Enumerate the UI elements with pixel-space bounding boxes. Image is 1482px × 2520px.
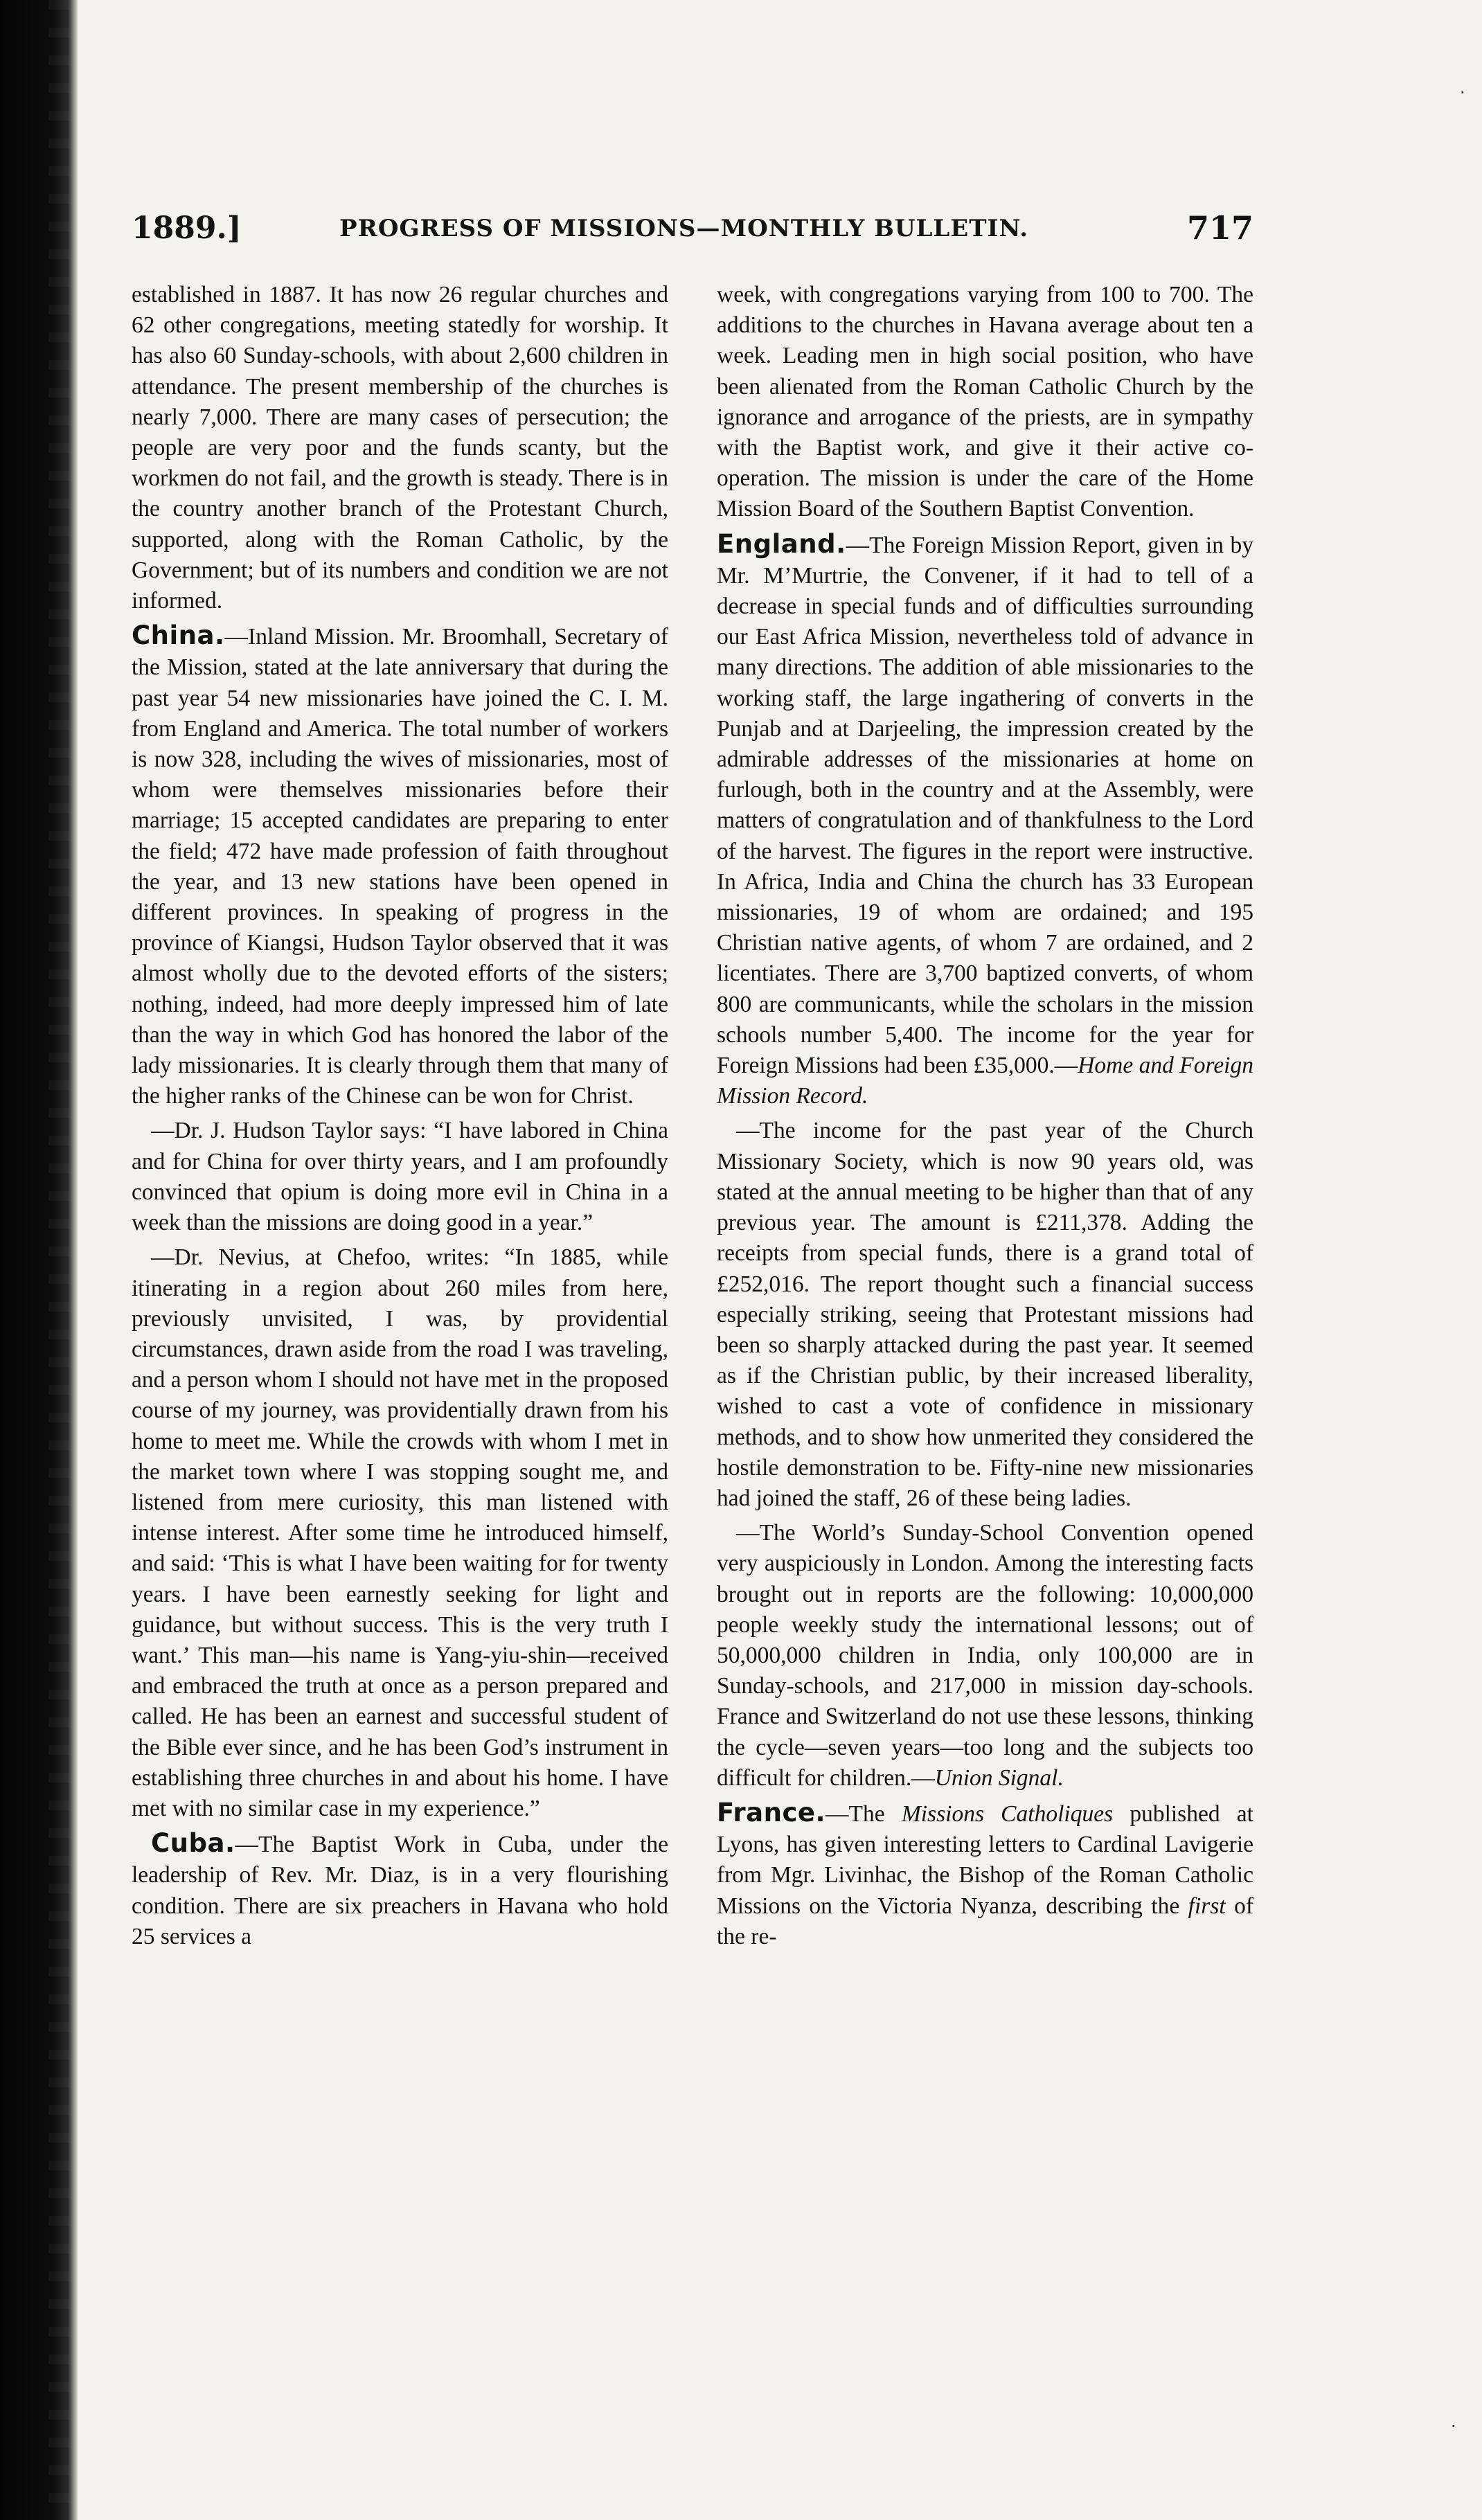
running-head [132, 208, 1253, 263]
section-head-china: China. [132, 620, 225, 651]
paragraph-church-missionary-society: —The income for the past year of the Church Missionary Society, which is now 90 years old, was stated at the annual meeting to be higher than that of any previous year. The amount is £211,378. Adding the receipts from special funds, there is a grand total of £252,016. The report thought such a financial success especially striking, seeing that Protestant missions had been so sharply attacked during the past year. It seemed as if the Christian public, by their increased liberality, wished to cast a vote of confidence in missionary methods, and to show how unmerited they considered the hostile demonstration to be. Fifty-nine new missionaries had joined the staff, 26 of these being ladies. [717, 1118, 1253, 1511]
paragraph-cuba [132, 1828, 668, 1952]
section-head-france: France. [717, 1797, 826, 1828]
scan-speck: · [1451, 2417, 1456, 2436]
paragraph-france [717, 1798, 1253, 1952]
running-head-title: PROGRESS OF MISSIONS—MONTHLY BULLETIN. [339, 215, 1029, 242]
paragraph-hudson-taylor: —Dr. J. Hudson Taylor says: “I have labored in China and for China for over thirty years, and I am profoundly convinced that opium is doing more evil in China in a week than the missions are doing good in a year.” [132, 1118, 668, 1236]
paragraph-england [717, 529, 1253, 1112]
paragraph-continued: established in 1887. It has now 26 regular churches and 62 other congregations, meeting statedly for worship. It has also 60 Sunday-schools, with about 2,600 children in attendance. The present membership of the churches is nearly 7,000. There are many cases of persecution; the people are very poor and the funds scanty, but the workmen do not fail, and the growth is steady. There is in the country another branch of the Protestant Church, supported, along with the Roman Catholic, by the Government; but of its numbers and condition we are not informed. [132, 282, 668, 614]
book-binding-shadow [0, 0, 78, 2520]
page [132, 208, 1253, 2507]
section-head-cuba: Cuba. [151, 1828, 235, 1859]
china-text: —Inland Mission. Mr. Broomhall, Secretary of the Mission, stated at the late anniversary that during the past year 54 new missionaries have joined the C. I. M. from England and America. The total number of workers is now 328, including the wives of missionaries, most of whom were themselves missionaries before their marriage; 15 accepted candidates are preparing to enter the field; 472 have made profession of faith throughout the year, and 13 new stations have been opened in different provinces. In speaking of progress in the province of Kiangsi, Hudson Taylor observed that it was almost wholly due to the devoted efforts of the sisters; nothing, indeed, had more deeply impressed him of late than the way in which God has honored the labor of the lady missionaries. It is clearly through them that many of the higher ranks of the Chinese can be won for Christ. [132, 624, 668, 1109]
france-italic-2: first [1188, 1893, 1226, 1919]
ssc-citation: Union Signal. [934, 1764, 1064, 1791]
france-text-1: —The [825, 1800, 902, 1827]
england-citation: Home and Foreign Mission Record. [717, 1053, 1253, 1109]
france-text-2: published at Lyons, has given interesting letters to Cardinal Lavigerie from Mgr. Livinhac, the Bishop of the Roman Catholic Missions on the Victoria Nyanza, describing the [717, 1800, 1253, 1919]
running-head-year: 1889.] [132, 211, 242, 246]
paragraph-nevius: —Dr. Nevius, at Chefoo, writes: “In 1885, while itinerating in a region about 260 miles from here, previously unvisited, I was, by providential circumstances, drawn aside from the road I was traveling, and a person whom I should not have met in the proposed course of my journey, was providentially drawn from his home to meet me. While the crowds with whom I met in the market town where I was stopping sought me, and listened from mere curiosity, this man listened with intense interest. After some time he introduced himself, and said: ‘This is what I have been waiting for for twenty years. I have been earnestly seeking for light and guidance, but without success. This is the very truth I want.’ This man—his name is Yang-yiu-shin—received and embraced the truth at once as a person prepared and called. He has been an earnest and successful student of the Bible ever since, and he has been God’s instrument in establishing three churches in and about his home. I have met with no similar case in my experience.” [132, 1244, 668, 1821]
scan-speck: · [1460, 83, 1465, 102]
ssc-text: —The World’s Sunday-School Convention opened very auspiciously in London. Among the interesting facts brought out in reports are the following: 10,000,000 people weekly study the international lessons; out of 50,000,000 children in India, only 100,000 are in Sunday-schools, and 217,000 in mission day-schools. France and Switzerland do not use these lessons, thinking the cycle—seven years—too long and the subjects too difficult for children.— [717, 1520, 1253, 1791]
paragraph-china [132, 620, 668, 1111]
page-number: 717 [1186, 209, 1253, 247]
england-text: —The Foreign Mission Report, given in by Mr. M’Murtrie, the Convener, if it had to tell of a decrease in special funds and of difficulties surrounding our East Africa Mission, nevertheless told of advance in many directions. The addition of able missionaries to the working staff, the large ingathering of converts in the Punjab and at Darjeeling, the impression created by the admirable addresses of the missionaries at home on furlough, both in the country and at the Assembly, were matters of congratulation and of thankfulness to the Lord of the harvest. The figures in the report were instructive. In Africa, India and China the church has 33 European missionaries, 19 of whom are ordained; and 195 Christian native agents, of whom 7 are ordained, and 2 licentiates. There are 3,700 baptized converts, of whom 800 are communicants, while the scholars in the mission schools number 5,400. The income for the year for Foreign Missions had been £35,000.— [717, 532, 1253, 1079]
cuba-text: —The Baptist Work in Cuba, under the leadership of Rev. Mr. Diaz, is in a very flourishing condition. There are six preachers in Havana who hold 25 services a [132, 1832, 668, 1949]
right-column [717, 280, 1253, 1956]
left-column [132, 280, 668, 1956]
france-italic-1: Missions Catholiques [901, 1800, 1114, 1827]
paragraph-sunday-school-convention [717, 1518, 1253, 1794]
paragraph-cuba-continued: week, with congregations varying from 100 to 700. The additions to the churches in Havana average about ten a week. Leading men in high social position, who have been alienated from the Roman Catholic Church by the ignorance and arrogance of the priests, are in sympathy with the Baptist work, and give it their active co-operation. The mission is under the care of the Home Mission Board of the Southern Baptist Convention. [717, 282, 1253, 522]
section-head-england: England. [717, 528, 846, 559]
france-text-3: of the re- [717, 1893, 1253, 1949]
